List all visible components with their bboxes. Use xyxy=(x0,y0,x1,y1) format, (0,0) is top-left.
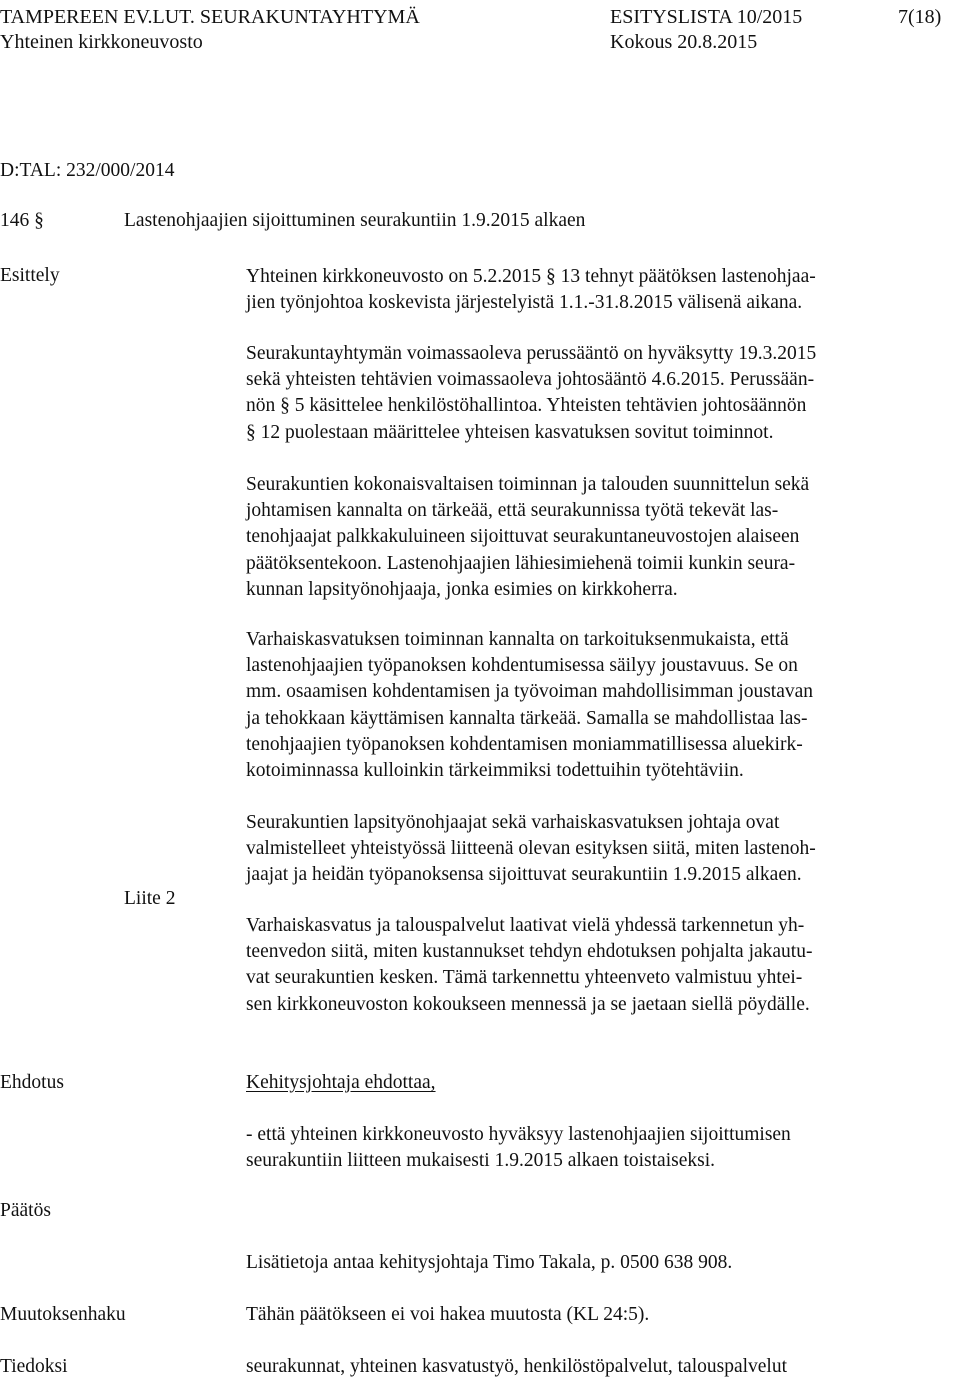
text-line: Seurakuntien lapsityönohjaajat sekä varhaiskasvatuksen johtaja ovat xyxy=(246,812,780,833)
section-label-esittely: Esittely xyxy=(0,265,60,286)
esittely-paragraph-5 xyxy=(246,810,951,889)
text-line: Seurakuntayhtymän voimassaoleva perussääntö on hyväksytty 19.3.2015 xyxy=(246,343,817,364)
text-line: mm. osaamisen kohdentamisen ja työvoiman mahdollisimman joustavan xyxy=(246,681,814,703)
text-line: Varhaiskasvatus ja talouspalvelut laativat vielä yhdessä tarkennetun yh- xyxy=(246,915,805,936)
section-label-muutoksenhaku: Muutoksenhaku xyxy=(0,1304,126,1325)
text-line: vat seurakuntien kesken. Tämä tarkennettu yhteenveto valmistuu yhtei- xyxy=(246,967,803,989)
header-body-name: Yhteinen kirkkoneuvosto xyxy=(0,31,203,53)
esittely-paragraph-6 xyxy=(246,913,951,1018)
text-line: sekä yhteisten tehtävien voimassaoleva johtosääntö 4.6.2015. Perussään- xyxy=(246,369,815,391)
text-line: Seurakuntien kokonaisvaltaisen toiminnan ja talouden suunnittelun sekä xyxy=(246,474,810,495)
section-label-ehdotus: Ehdotus xyxy=(0,1072,64,1093)
distribution-list: seurakunnat, yhteinen kasvatustyö, henkilöstöpalvelut, talouspalvelut xyxy=(246,1356,788,1377)
text-line: tenohjaajat palkkakuluineen sijoittuvat seurakuntaneuvostojen alaiseen xyxy=(246,526,800,548)
text-line: sen kirkkoneuvoston kokoukseen mennessä ja se jaetaan siellä pöydälle. xyxy=(246,993,810,1015)
record-number: D:TAL: 232/000/2014 xyxy=(0,160,175,181)
text-line: - että yhteinen kirkkoneuvosto hyväksyy lastenohjaajien sijoittumisen xyxy=(246,1124,791,1145)
text-line: lastenohjaajien työpanoksen kohdentumisessa säilyy joustavuus. Se on xyxy=(246,655,798,677)
appeal-text: Tähän päätökseen ei voi hakea muutosta (KL 24:5). xyxy=(246,1304,650,1325)
item-number: 146 § xyxy=(0,210,44,231)
text-line: § 12 puolestaan määrittelee yhteisen kasvatuksen sovitut toiminnot. xyxy=(246,421,774,443)
text-line: jaajat ja heidän työpanoksensa sijoittuvat seurakuntiin 1.9.2015 alkaen. xyxy=(246,864,802,886)
esittely-paragraph-2 xyxy=(246,341,951,446)
header-meeting-date: Kokous 20.8.2015 xyxy=(610,31,758,53)
text-line: seurakuntiin liitteen mukaisesti 1.9.2015 alkaen toistaiseksi. xyxy=(246,1150,715,1172)
text-line: päätöksentekoon. Lastenohjaajien lähiesimiehenä toimii kunkin seura- xyxy=(246,552,796,574)
text-line: nön § 5 käsittelee henkilöstöhallintoa. Yhteisten tehtävien johtosäännön xyxy=(246,395,807,417)
header-page-number: 7(18) xyxy=(898,6,942,28)
text-line: kunnan lapsityönohjaaja, jonka esimies on kirkkoherra. xyxy=(246,578,678,600)
esittely-paragraph-3 xyxy=(246,472,951,603)
item-title: Lastenohjaajien sijoittuminen seurakuntiin 1.9.2015 alkaen xyxy=(124,210,586,231)
text-line: kotoiminnassa kulloinkin tärkeimmiksi todettuihin työtehtäviin. xyxy=(246,760,744,782)
esittely-paragraph-1 xyxy=(246,264,951,316)
attachment-reference: Liite 2 xyxy=(124,888,176,909)
contact-info: Lisätietoja antaa kehitysjohtaja Timo Takala, p. 0500 638 908. xyxy=(246,1252,733,1273)
text-line: valmistelleet yhteistyössä liitteenä olevan esityksen siitä, miten lastenoh- xyxy=(246,838,816,860)
proposer: Kehitysjohtaja ehdottaa, xyxy=(246,1072,436,1093)
header-org: TAMPEREEN EV.LUT. SEURAKUNTAYHTYMÄ xyxy=(0,6,420,28)
ehdotus-text xyxy=(246,1122,951,1174)
text-line: teenvedon siitä, miten kustannukset tehdyn ehdotuksen pohjalta jakautu- xyxy=(246,941,813,963)
text-line: ja tehokkaan käyttämisen kannalta tärkeää. Samalla se mahdollistaa las- xyxy=(246,707,808,729)
header-agenda: ESITYSLISTA 10/2015 xyxy=(610,6,803,28)
section-label-paatos: Päätös xyxy=(0,1200,51,1221)
text-line: Varhaiskasvatuksen toiminnan kannalta on tarkoituksenmukaista, että xyxy=(246,629,789,650)
text-line: johtamisen kannalta on tärkeää, että seurakunnissa työtä tekevät las- xyxy=(246,500,779,522)
section-label-tiedoksi: Tiedoksi xyxy=(0,1356,68,1377)
esittely-paragraph-4 xyxy=(246,627,951,784)
text-line: Yhteinen kirkkoneuvosto on 5.2.2015 § 13 tehnyt päätöksen lastenohjaa- xyxy=(246,266,816,287)
text-line: jien työnjohtoa koskevista järjestelyistä 1.1.-31.8.2015 välisenä aikana. xyxy=(246,292,803,314)
text-line: tenohjaajien työpanoksen kohdentamisen moniammatillisessa aluekirk- xyxy=(246,733,803,755)
